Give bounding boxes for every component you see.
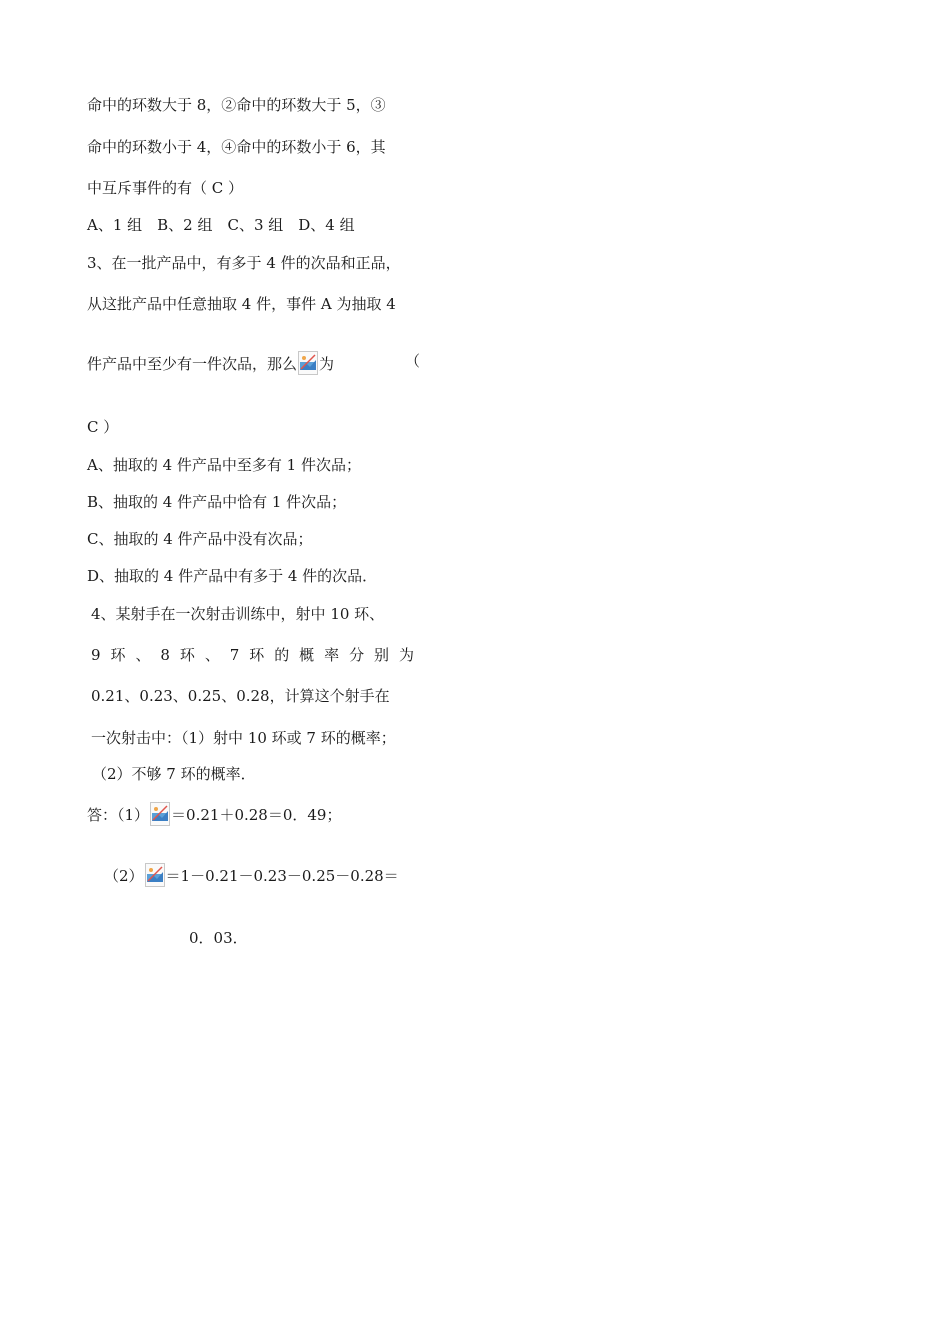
line-14-char: 的 <box>274 646 290 664</box>
line-3: 中互斥事件的有（ C ） <box>87 179 244 197</box>
option-a: A、抽取的 4 件产品中至多有 1 件次品； <box>87 456 361 474</box>
answer-1-label: 答：（1） <box>87 806 150 824</box>
line-7-text-after: 为 <box>319 355 335 373</box>
line-8-answer: C ） <box>87 418 119 436</box>
line-5-question-3: 3、在一批产品中，有多于 4 件的次品和正品， <box>87 254 401 272</box>
line-19-answer <box>104 863 399 887</box>
line-20-result: 0．03． <box>189 929 248 947</box>
line-15: 0.21、0.23、0.25、0.28，计算这个射手在 <box>91 687 390 705</box>
option-b: B、抽取的 4 件产品中恰有 1 件次品； <box>87 493 347 511</box>
line-6: 从这批产品中任意抽取 4 件，事件 A 为抽取 4 <box>87 295 396 313</box>
line-18-answer <box>87 802 341 826</box>
line-14-char: 环 <box>179 646 195 664</box>
line-14-char: 别 <box>374 646 390 664</box>
option-c: C、抽取的 4 件产品中没有次品； <box>87 530 313 548</box>
line-7-paren: （ <box>405 352 421 370</box>
line-14-char: 为 <box>398 646 414 664</box>
line-14-char: 7 <box>229 646 240 664</box>
line-17: （2）不够 7 环的概率． <box>92 765 256 783</box>
broken-image-icon <box>150 802 170 826</box>
answer-2-label: （2） <box>104 867 144 885</box>
line-14-char: 环 <box>110 646 126 664</box>
line-14-char: 、 <box>204 646 220 664</box>
option-d: D、抽取的 4 件产品中有多于 4 件的次品． <box>87 567 378 585</box>
line-14-char: 、 <box>135 646 151 664</box>
line-14-char: 率 <box>324 646 340 664</box>
line-4-options: A、1 组 B、2 组 C、3 组 D、4 组 <box>87 216 355 234</box>
line-14-char: 9 <box>91 646 101 664</box>
answer-1-formula: ＝0.21＋0.28＝0．49； <box>171 806 342 824</box>
line-7 <box>87 351 421 375</box>
line-2: 命中的环数小于 4，④命中的环数小于 6，其 <box>87 138 386 156</box>
line-13-question-4: 4、某射手在一次射击训练中，射中 10 环、 <box>91 605 385 623</box>
line-14-char: 概 <box>299 646 315 664</box>
line-14-char: 8 <box>160 646 170 664</box>
line-7-text: 件产品中至少有一件次品，那么 <box>87 355 298 373</box>
line-14 <box>91 645 414 665</box>
line-14-char: 分 <box>349 646 365 664</box>
broken-image-icon <box>298 351 318 375</box>
line-16: 一次射击中：（1）射中 10 环或 7 环的概率； <box>91 729 396 747</box>
line-1: 命中的环数大于 8，②命中的环数大于 5，③ <box>87 96 386 114</box>
answer-2-formula: ＝1－0.21－0.23－0.25－0.28＝ <box>165 867 399 885</box>
broken-image-icon <box>145 863 165 887</box>
line-14-char: 环 <box>249 646 265 664</box>
